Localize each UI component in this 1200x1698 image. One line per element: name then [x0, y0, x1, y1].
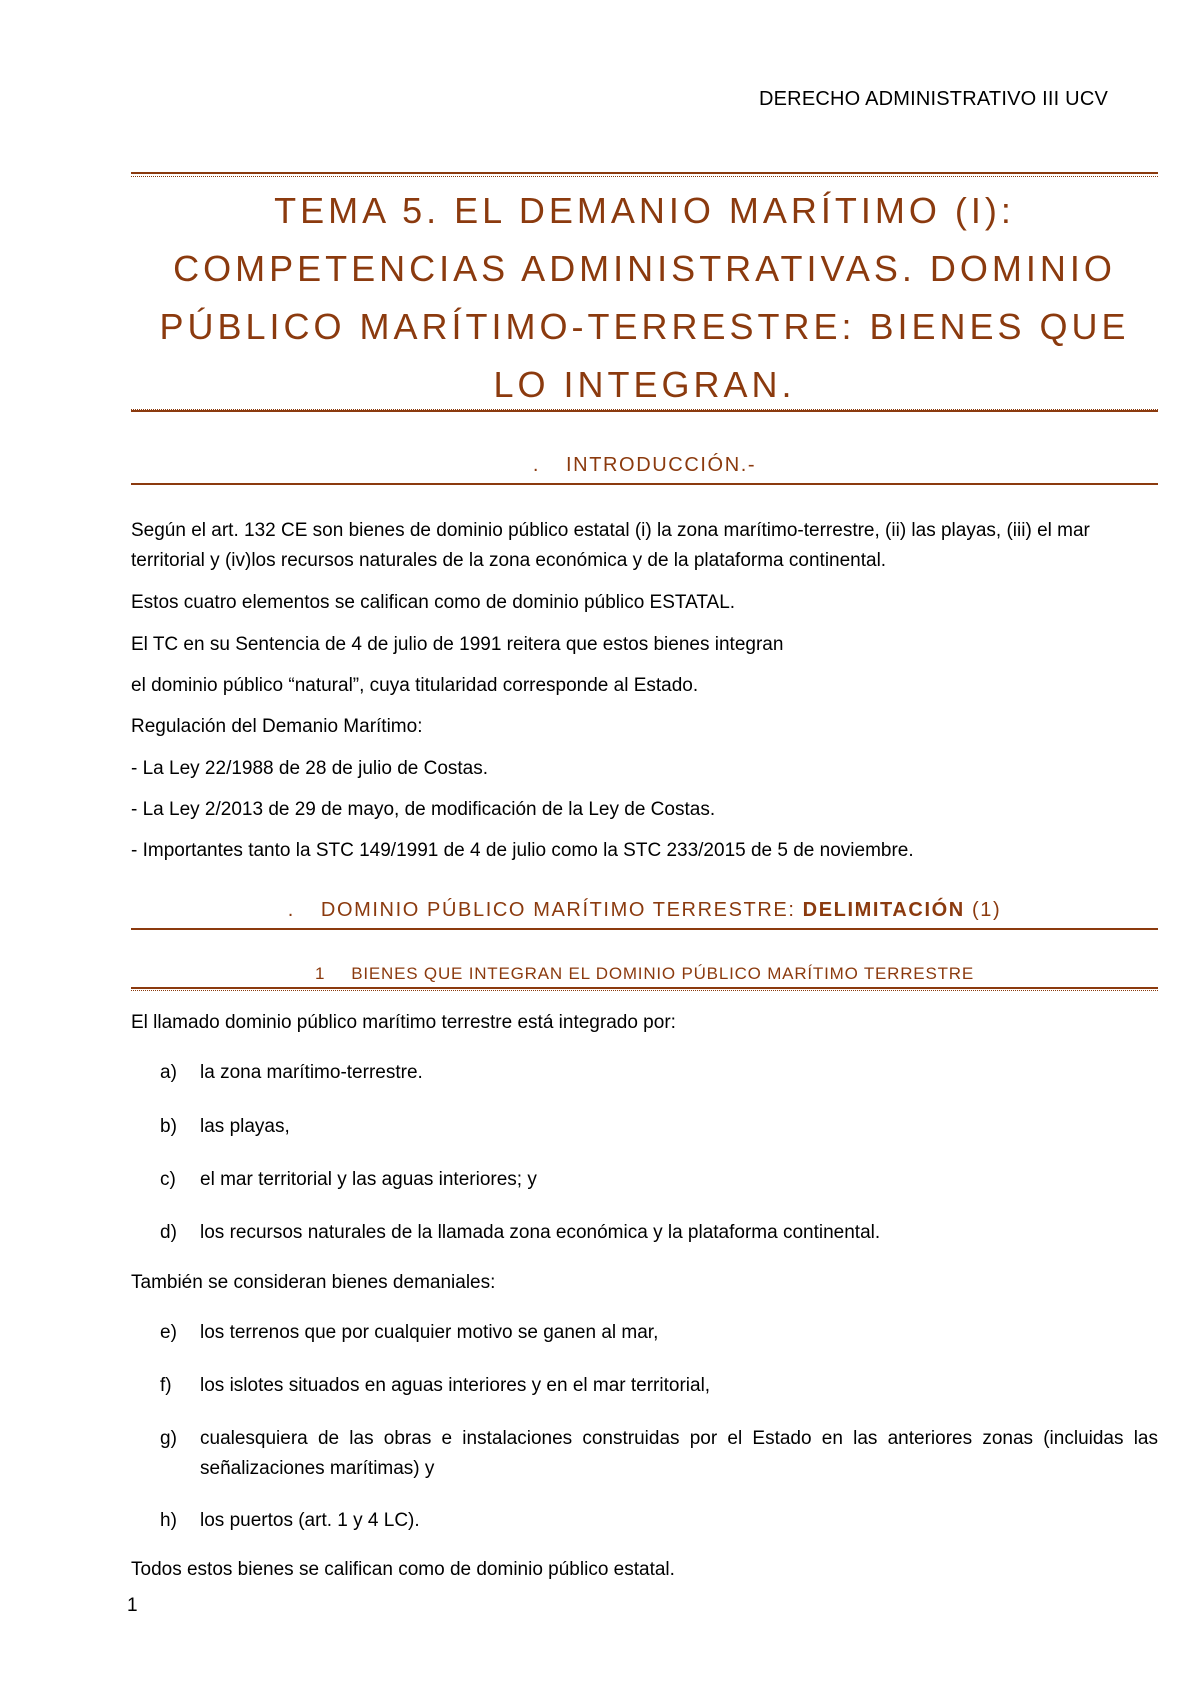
list-marker: e) [160, 1322, 177, 1343]
list-marker: f) [160, 1375, 172, 1396]
list-text: las playas, [200, 1116, 290, 1137]
list-marker: c) [160, 1169, 176, 1190]
section-number: . [532, 454, 540, 476]
intro-paragraph-2: Estos cuatro elementos se califican como de dominio público ESTATAL. [131, 592, 736, 613]
list-item-g [160, 1424, 1160, 1479]
section-label-bold: DELIMITACIÓN [802, 899, 965, 921]
list-text: los recursos naturales de la llamada zona económica y la plataforma continental. [200, 1222, 881, 1243]
list-item-e [160, 1318, 1160, 1348]
intro-paragraph-4: el dominio público “natural”, cuya titularidad corresponde al Estado. [131, 675, 699, 696]
section-label: DOMINIO PÚBLICO MARÍTIMO TERRESTRE: [320, 899, 796, 921]
intro-paragraph-8: - Importantes tanto la STC 149/1991 de 4 de julio como la STC 233/2015 de 5 de noviembre. [131, 840, 914, 861]
list-marker: a) [160, 1062, 177, 1083]
page-number: 1 [127, 1595, 138, 1616]
title-line-3: PÚBLICO MARÍTIMO-TERRESTRE: BIENES QUE [159, 306, 1130, 347]
intro-paragraph-3: El TC en su Sentencia de 4 de julio de 1991 reitera que estos bienes integran [131, 634, 784, 655]
subsection-heading-bienes [131, 964, 1158, 991]
body-lead: El llamado dominio público marítimo terrestre está integrado por: [131, 1012, 676, 1033]
list-text: el mar territorial y las aguas interiores; y [200, 1169, 537, 1190]
closing-paragraph: Todos estos bienes se califican como de dominio público estatal. [131, 1559, 675, 1580]
list-item-b [160, 1112, 1160, 1142]
intro-paragraph-6: - La Ley 22/1988 de 28 de julio de Costas. [131, 758, 489, 779]
section-heading-dominio-publico [131, 899, 1158, 930]
section-underline [131, 928, 1158, 930]
intro-p1-line2: territorial y (iv)los recursos naturales de la zona económica y de la plataforma continental. [131, 550, 887, 571]
intro-paragraph-5: Regulación del Demanio Marítimo: [131, 716, 423, 737]
list-text: los puertos (art. 1 y 4 LC). [200, 1510, 420, 1531]
list-marker: b) [160, 1116, 177, 1137]
subsection-number: 1 [314, 964, 326, 983]
list-item-a [160, 1058, 1160, 1088]
title-line-4: LO INTEGRAN. [493, 364, 796, 405]
intro-paragraph-1 [131, 516, 1158, 576]
title-line-2: COMPETENCIAS ADMINISTRATIVAS. DOMINIO [173, 248, 1116, 289]
section-label: INTRODUCCIÓN.- [566, 454, 757, 476]
section-number: . [287, 899, 295, 921]
list-marker: d) [160, 1222, 177, 1243]
list-marker: g) [160, 1428, 177, 1449]
subsection-underline [131, 987, 1158, 989]
list-item-c [160, 1165, 1160, 1195]
section-suffix: (1) [971, 899, 1002, 921]
title-top-rule [131, 172, 1158, 177]
title-line-1: TEMA 5. EL DEMANIO MARÍTIMO (I): [274, 190, 1015, 231]
list-text: cualesquiera de las obras e instalaciones construidas por el Estado en las anteriores zonas (incluidas las señalizaciones marítimas) y [200, 1428, 1158, 1479]
document-title [131, 182, 1158, 414]
list-text: los terrenos que por cualquier motivo se ganen al mar, [200, 1322, 659, 1343]
title-bottom-rule [131, 407, 1158, 412]
intro-paragraph-7: - La Ley 2/2013 de 29 de mayo, de modificación de la Ley de Costas. [131, 799, 716, 820]
list-marker: h) [160, 1510, 177, 1531]
list-item-h [160, 1506, 1160, 1536]
list-item-f [160, 1371, 1160, 1401]
subsection-label: BIENES QUE INTEGRAN EL DOMINIO PÚBLICO MARÍTIMO TERRESTRE [351, 964, 974, 983]
section-underline [131, 483, 1158, 485]
list-item-d [160, 1218, 1160, 1248]
body-lead-2: También se consideran bienes demaniales: [131, 1272, 496, 1293]
running-header: DERECHO ADMINISTRATIVO III UCV [759, 88, 1108, 110]
section-heading-introduccion [131, 454, 1158, 485]
subsection-dotted-underline [131, 990, 1158, 991]
list-text: la zona marítimo-terrestre. [200, 1062, 423, 1083]
intro-p1-line1: Según el art. 132 CE son bienes de dominio público estatal (i) la zona marítimo-terrestre, (ii) las playas, (iii) el mar [131, 520, 1090, 541]
list-text: los islotes situados en aguas interiores y en el mar territorial, [200, 1375, 711, 1396]
